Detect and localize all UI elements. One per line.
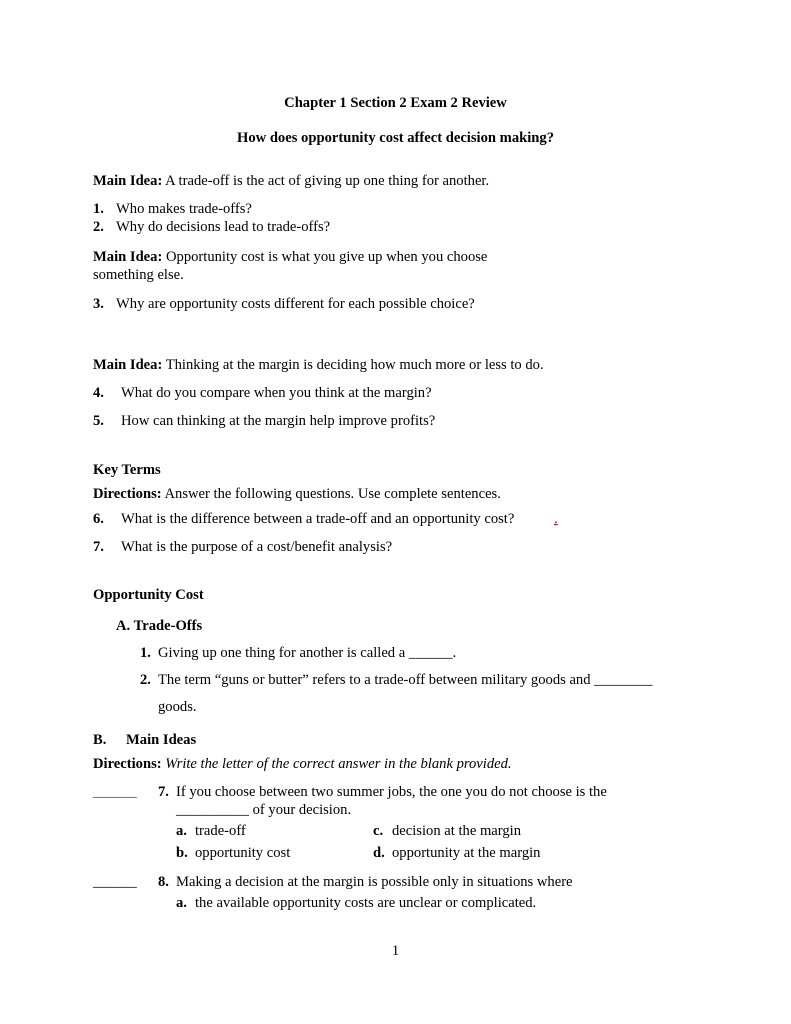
main-ideas-heading: B. Main Ideas xyxy=(93,732,197,748)
trade-offs-item-2-cont: goods. xyxy=(158,699,197,715)
key-terms-heading: Key Terms xyxy=(93,462,161,478)
page-number: 1 xyxy=(391,943,400,959)
key-terms-directions: Directions: Answer the following questions. Use complete sentences. xyxy=(93,486,501,502)
question-6: 6. What is the difference between a trade-off and an opportunity cost? xyxy=(93,511,515,527)
answer-blank-8[interactable]: ______ xyxy=(93,874,137,890)
question-7: 7. What is the purpose of a cost/benefit analysis? xyxy=(93,539,393,555)
option-7d: d. opportunity at the margin xyxy=(373,845,541,861)
option-7b: b. opportunity cost xyxy=(176,845,291,861)
option-7a: a. trade-off xyxy=(176,823,246,839)
mc-question-7: 7. If you choose between two summer jobs, the one you do not choose is the xyxy=(158,784,607,800)
question-2: 2. Why do decisions lead to trade-offs? xyxy=(93,219,331,235)
trade-offs-item-1: 1. Giving up one thing for another is called a ______. xyxy=(140,645,457,661)
answer-blank-7[interactable]: ______ xyxy=(93,784,137,800)
main-idea-2-cont: something else. xyxy=(93,267,184,283)
document-subtitle: How does opportunity cost affect decision making? xyxy=(236,130,554,146)
main-idea-2: Main Idea: Opportunity cost is what you give up when you choose xyxy=(93,249,488,265)
question-4: 4. What do you compare when you think at the margin? xyxy=(93,385,432,401)
opportunity-cost-heading: Opportunity Cost xyxy=(93,587,204,603)
question-5: 5. How can thinking at the margin help improve profits? xyxy=(93,413,436,429)
red-mark: . xyxy=(554,511,558,527)
main-idea-3: Main Idea: Thinking at the margin is deciding how much more or less to do. xyxy=(93,357,544,373)
option-8a: a. the available opportunity costs are unclear or complicated. xyxy=(176,895,537,911)
main-idea-1: Main Idea: A trade-off is the act of giving up one thing for another. xyxy=(93,173,490,189)
mc-question-7-cont: __________ of your decision. xyxy=(176,802,352,818)
option-7c: c. decision at the margin xyxy=(373,823,522,839)
question-1: 1. Who makes trade-offs? xyxy=(93,201,252,217)
question-3: 3. Why are opportunity costs different for each possible choice? xyxy=(93,296,475,312)
main-ideas-directions: Directions: Write the letter of the correct answer in the blank provided. xyxy=(93,756,512,772)
section-a-heading: A. Trade-Offs xyxy=(116,618,203,634)
document-title: Chapter 1 Section 2 Exam 2 Review xyxy=(284,95,507,111)
mc-question-8: 8. Making a decision at the margin is possible only in situations where xyxy=(158,874,573,890)
trade-offs-item-2: 2. The term “guns or butter” refers to a trade-off between military goods and ________ xyxy=(140,672,653,688)
